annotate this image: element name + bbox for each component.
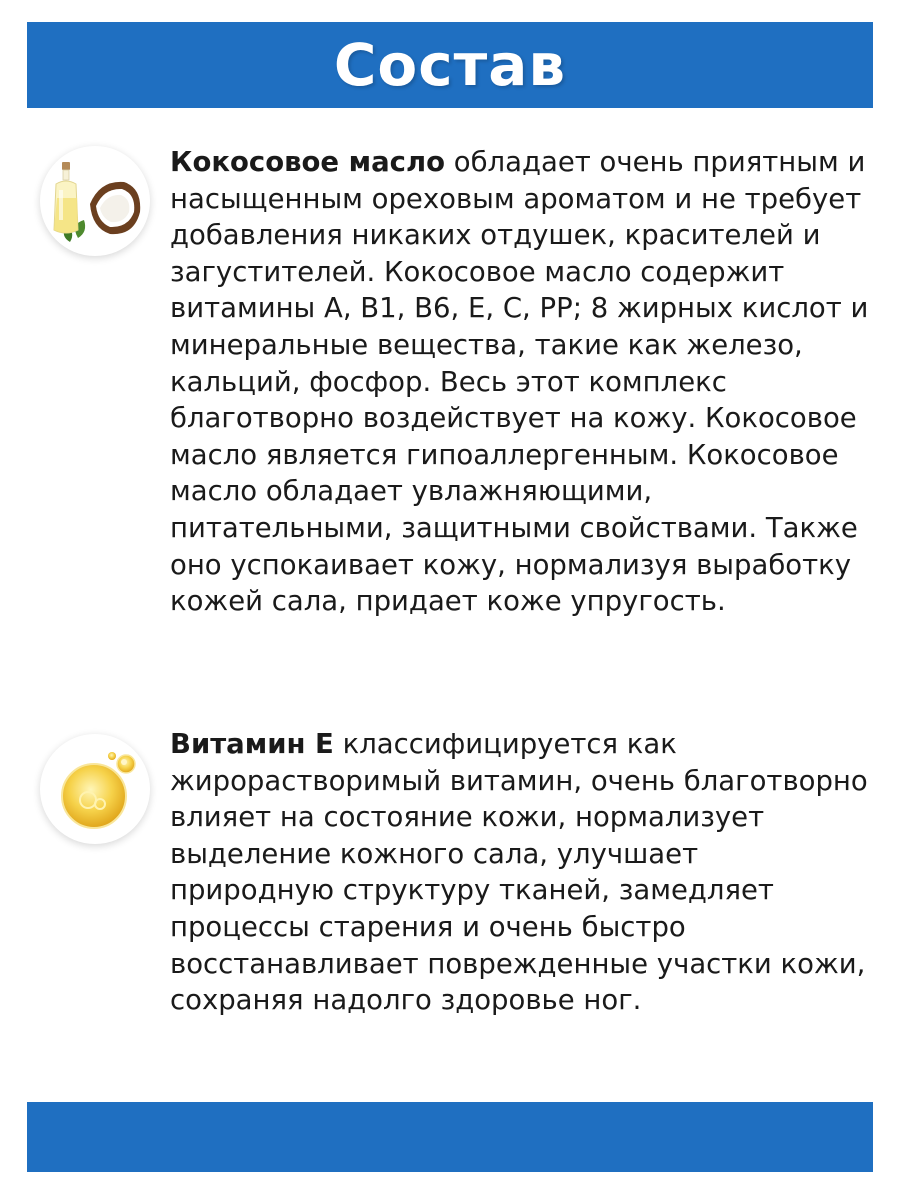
vitamin-e-description — [170, 726, 870, 1019]
footer-bar — [27, 1102, 873, 1172]
page-title: Состав — [333, 31, 567, 99]
coconut-oil-icon — [40, 146, 150, 256]
coconut-oil-text: обладает очень приятным и насыщенным ореховым ароматом и не требует добавления никаких отдушек, красителей и загустителей. Кокосовое масло содержит витамины А, В1, В6, Е, С, РР; 8 жирных кислот и минеральные вещества, такие как железо, кальций, фосфор. Весь этот комплекс благотворно воздействует на кожу. Кокосовое масло является гипоаллергенным. Кокосовое масло обладает увлажняющими, питательными, защитными свойствами. Также оно успокаивает кожу, нормализуя выработку кожей сала, придает коже упругость. — [170, 146, 869, 618]
vitamin-e-text: классифицируется как жирорастворимый витамин, очень благотворно влияет на состояние кожи, нормализует выделение кожного сала, улучшает природную структуру тканей, замедляет процессы старения и очень быстро восстанавливает поврежденные участки кожи, сохраняя надолго здоровье ног. — [170, 728, 868, 1017]
coconut-oil-description — [170, 144, 870, 620]
vitamin-e-drop-icon — [40, 734, 150, 844]
coconut-oil-term: Кокосовое масло — [170, 146, 446, 178]
vitamin-e-term: Витамин Е — [170, 728, 334, 760]
header-bar — [27, 22, 873, 108]
